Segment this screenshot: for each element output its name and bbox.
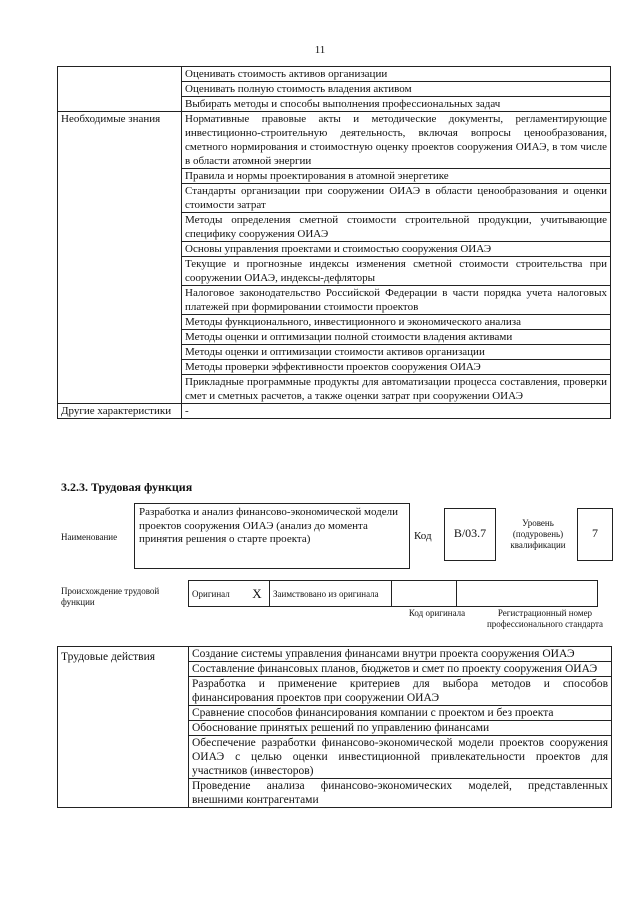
knowledge-item: Методы оценки и оптимизации полной стоимости владения активами <box>182 330 611 345</box>
knowledge-label: Необходимые знания <box>58 112 182 404</box>
knowledge-item: Методы функционального, инвестиционного и экономического анализа <box>182 315 611 330</box>
code-original-cell <box>392 581 457 607</box>
function-code-box: В/03.7 <box>444 508 496 561</box>
table-row <box>58 112 611 169</box>
action-item: Сравнение способов финансирования компании с проектом и без проекта <box>189 706 612 721</box>
knowledge-item: Налоговое законодательство Российской Федерации в части порядка учета налоговых платежей при формировании стоимости проектов <box>182 286 611 315</box>
knowledge-item: Нормативные правовые акты и методические документы, регламентирующие инвестиционно-строительную деятельность, включая вопросы ценообразования, сметного нормирования и стоимостную оценку проектов сооружения ОИАЭ, в том числе в области атомной энергии <box>182 112 611 169</box>
knowledge-item: Прикладные программные продукты для автоматизации процесса составления, проверки смет и сметных расчетов, а также оценки затрат при сооружении ОИАЭ <box>182 375 611 404</box>
original-mark: X <box>245 581 270 607</box>
table-row <box>58 404 611 419</box>
action-item: Обоснование принятых решений по управлению финансами <box>189 721 612 736</box>
knowledge-item: Методы определения сметной стоимости строительной продукции, учитывающие специфику сооружения ОИАЭ <box>182 213 611 242</box>
action-item: Проведение анализа финансово-экономических моделей, представленных внешними контрагентами <box>189 779 612 808</box>
knowledge-table <box>57 66 611 419</box>
skill-item: Выбирать методы и способы выполнения профессиональных задач <box>182 97 611 112</box>
function-name-box: Разработка и анализ финансово-экономической модели проектов сооружения ОИАЭ (анализ до момента принятия решения о старте проекта) <box>134 503 410 569</box>
empty-label-cell <box>58 67 182 112</box>
actions-table <box>57 646 612 808</box>
level-label: Уровень (подуровень) квалификации <box>510 518 566 550</box>
section-title: 3.2.3. Трудовая функция <box>61 480 193 494</box>
knowledge-item: Основы управления проектами и стоимостью сооружения ОИАЭ <box>182 242 611 257</box>
knowledge-item: Текущие и прогнозные индексы изменения сметной стоимости строительства при сооружении ОИАЭ, индексы-дефляторы <box>182 257 611 286</box>
borrowed-label: Заимствовано из оригинала <box>270 581 392 607</box>
skill-item: Оценивать полную стоимость владения активом <box>182 82 611 97</box>
skill-item: Оценивать стоимость активов организации <box>182 67 611 82</box>
name-label: Наименование <box>61 532 118 542</box>
knowledge-item: Методы оценки и оптимизации стоимости активов организации <box>182 345 611 360</box>
action-item: Разработка и применение критериев для выбора методов и способов финансирования проектов при сооружении ОИАЭ <box>189 677 612 706</box>
knowledge-item: Методы проверки эффективности проектов сооружения ОИАЭ <box>182 360 611 375</box>
action-item: Обеспечение разработки финансово-экономической модели проектов сооружения ОИАЭ с целью оценки инвестиционной привлекательности проектов для участников (инвесторов) <box>189 736 612 779</box>
origin-table <box>188 580 598 607</box>
reg-number-cell <box>457 581 598 607</box>
knowledge-item: Правила и нормы проектирования в атомной энергетике <box>182 169 611 184</box>
table-row <box>189 581 598 607</box>
knowledge-item: Стандарты организации при сооружении ОИАЭ в области ценообразования и оценки стоимости затрат <box>182 184 611 213</box>
code-caption: Код оригинала <box>408 608 466 618</box>
origin-label: Происхождение трудовой функции <box>61 586 160 607</box>
action-item: Создание системы управления финансами внутри проекта сооружения ОИАЭ <box>189 647 612 662</box>
level-value-box: 7 <box>577 508 613 561</box>
other-value: - <box>182 404 611 419</box>
code-label: Код <box>414 530 432 542</box>
table-row <box>58 67 611 82</box>
reg-caption: Регистрационный номер профессионального стандарта <box>486 608 604 629</box>
table-row <box>58 647 612 662</box>
action-item: Составление финансовых планов, бюджетов и смет по проекту сооружения ОИАЭ <box>189 662 612 677</box>
other-label: Другие характеристики <box>58 404 182 419</box>
page-number: 11 <box>314 44 326 56</box>
actions-label: Трудовые действия <box>58 647 189 808</box>
original-label: Оригинал <box>189 581 246 607</box>
